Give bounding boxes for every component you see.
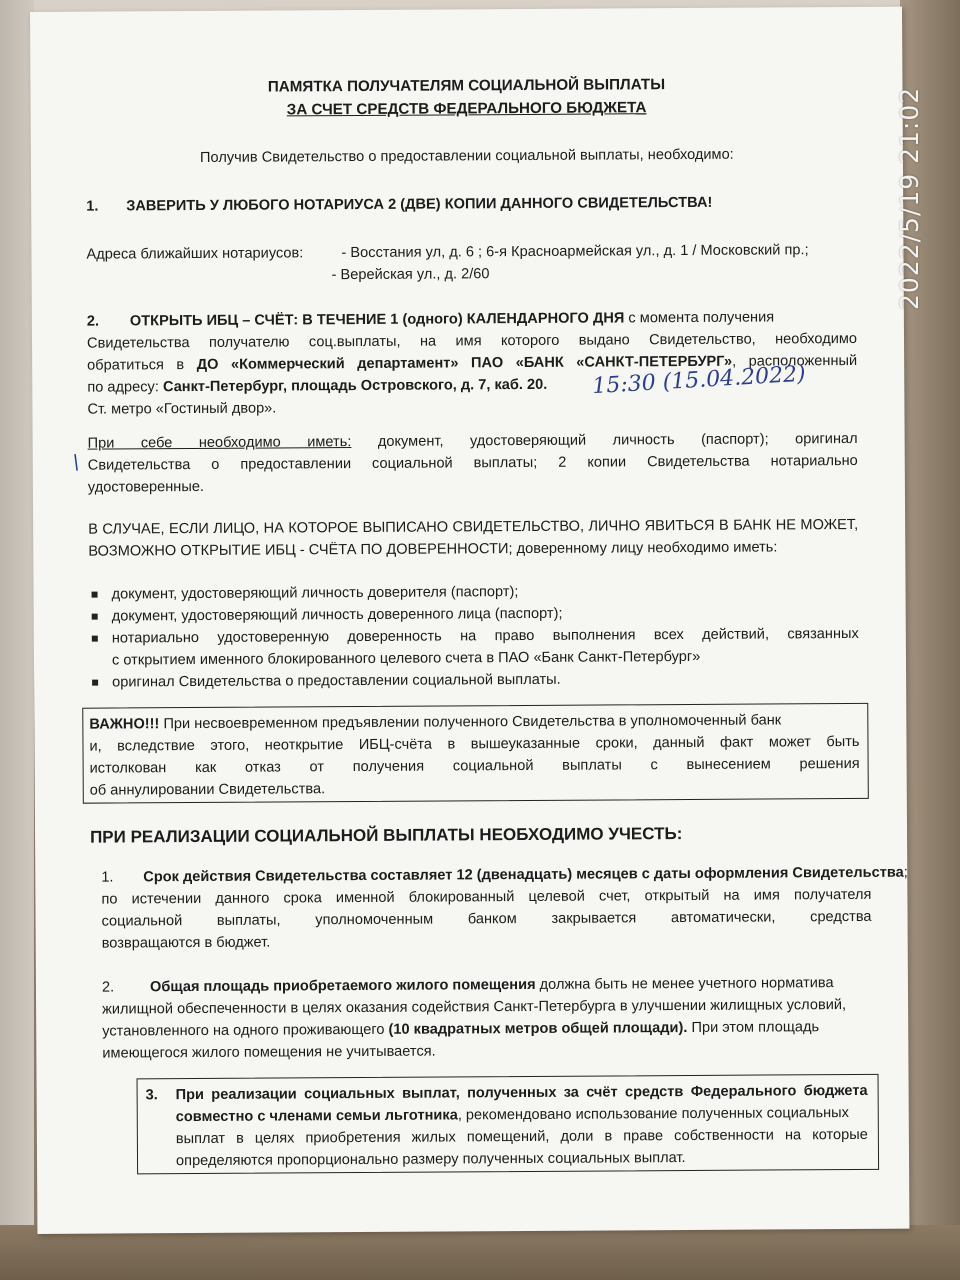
- step2-line-1-rest: с момента получения: [624, 309, 775, 327]
- notary-address-1: - Восстания ул, д. 6 ; 6-я Красноармейская ул., д. 1 / Московский пр.;: [341, 242, 809, 262]
- point2-line-1-rest: должна быть не менее учетного норматива: [535, 975, 834, 993]
- step2-number: 2.: [86, 313, 100, 330]
- intro-text: Получив Свидетельство о предоставлении социальной выплаты, необходимо:: [199, 146, 734, 166]
- metro-station: Ст. метро «Гостиный двор».: [87, 400, 277, 418]
- address-label: по адресу:: [87, 379, 163, 396]
- step1-number: 1.: [86, 198, 99, 215]
- handwritten-checkmark: \: [72, 449, 80, 474]
- family-members: совместно с членами семьи льготника: [175, 1107, 458, 1126]
- important-line-4: об аннулировании Свидетельства.: [89, 781, 326, 799]
- point1-line-1-end: ;: [903, 864, 908, 881]
- important-line-2: и, вследствие этого, неоткрытие ИБЦ-счёта в вышеуказанные сроки, данный факт может быть: [89, 733, 860, 755]
- point1-line-2: по истечении данного срока именной блокированный целевой счет, открытый на имя получателя: [101, 886, 872, 908]
- section2-heading: ПРИ РЕАЛИЗАЦИИ СОЦИАЛЬНОЙ ВЫПЛАТЫ НЕОБХОДИМО УЧЕСТЬ:: [89, 824, 683, 847]
- important-line-3: истолкован как отказ от получения социальной выплаты с вынесением решения: [89, 755, 860, 777]
- bullet-marker: [92, 636, 98, 642]
- point1-line-3: социальной выплаты, уполномоченным банком закрывается автоматически, средства: [101, 908, 872, 930]
- step2-heading: ОТКРЫТЬ ИБЦ – СЧЁТ: В ТЕЧЕНИЕ 1 (одного) КАЛЕНДАРНОГО ДНЯ: [129, 310, 625, 330]
- proxy-line-2-caps: ВОЗМОЖНО ОТКРЫТИЕ ИБЦ - СЧЁТА ПО ДОВЕРЕННОСТИ: [88, 541, 509, 560]
- step2-line-3-end: , расположенный: [732, 352, 858, 370]
- point2-line-3-end: При этом площадь: [687, 1019, 820, 1037]
- background-left: [0, 0, 34, 1280]
- proxy-item-3-cont: с открытием именного блокированного целевого счета в ПАО «Банк Санкт-Петербург»: [111, 648, 701, 669]
- point2-line-3-start: установленного на одного проживающего: [102, 1021, 389, 1040]
- point2-line-3: [102, 1017, 819, 1043]
- important-box: [82, 703, 869, 804]
- docs-label: При себе необходимо иметь:: [87, 434, 352, 452]
- point3-line-4: определяются пропорционально размеру полученных социальных выплат.: [175, 1150, 686, 1170]
- proxy-item-1: документ, удостоверяющий личность доверителя (паспорт);: [111, 584, 519, 603]
- proxy-line-1: В СЛУЧАЕ, ЕСЛИ ЛИЦО, НА КОТОРОЕ ВЫПИСАНО СВИДЕТЕЛЬСТВО, ЛИЧНО ЯВИТЬСЯ В БАНК НЕ МОЖЕТ,: [88, 516, 859, 538]
- handwritten-appointment-time: 15:30 (15.04.2022): [591, 361, 807, 400]
- bullet-marker: [92, 680, 98, 686]
- point1-number: 1.: [101, 869, 114, 886]
- proxy-line-2: [88, 537, 777, 563]
- area-norm: (10 квадратных метров общей площади).: [388, 1020, 688, 1038]
- point3-line-3: выплат в целях приобретения жилых помещений, доли в праве собственности на которые: [175, 1126, 868, 1148]
- document-sheet: [30, 7, 909, 1234]
- point1-line-4: возвращаются в бюджет.: [101, 934, 271, 952]
- bank-name: ДО «Коммерческий департамент» ПАО «БАНК «САНКТ-ПЕТЕРБУРГ»: [196, 353, 733, 373]
- proxy-item-4: оригинал Свидетельства о предоставлении социальной выплаты.: [112, 671, 561, 691]
- docs-line-2: Свидетельства о предоставлении социальной выплаты; 2 копии Свидетельства нотариально: [87, 452, 858, 474]
- docs-line-3: удостоверенные.: [87, 478, 205, 496]
- important-line-1-rest: При несвоевременном предъявлении полученного Свидетельства в уполномоченный банк: [159, 712, 782, 733]
- photo-timestamp: 2022/5/19 21:02: [895, 86, 924, 310]
- point3-line-2-rest: , рекомендовано использование полученных социальных: [457, 1105, 849, 1124]
- bullet-marker: [92, 592, 98, 598]
- step2-line-3-start: обратиться в: [87, 356, 197, 374]
- point3-number: 3.: [145, 1087, 158, 1104]
- bank-address: Санкт-Петербург, площадь Островского, д. 7, каб. 20.: [162, 376, 548, 396]
- bullet-marker: [92, 614, 98, 620]
- point3-line-1: При реализации социальных выплат, полученных за счёт средств Федерального бюджета: [175, 1082, 868, 1104]
- proxy-item-3: нотариально удостоверенную доверенность на право выполнения всех действий, связанных: [111, 625, 859, 647]
- step1-heading: ЗАВЕРИТЬ У ЛЮБОГО НОТАРИУСА 2 (ДВЕ) КОПИИ ДАННОГО СВИДЕТЕЛЬСТВА!: [126, 194, 713, 215]
- step2-line-2: Свидетельства получателю соц.выплаты, на имя которого выдано Свидетельство, необходимо: [86, 330, 858, 352]
- certificate-validity: Срок действия Свидетельства составляет 12 (двенадцать) месяцев с даты оформления Свидетельства: [143, 864, 904, 886]
- area-requirement: Общая площадь приобретаемого жилого помещения: [149, 976, 536, 996]
- notary-addresses-label: Адреса ближайших нотариусов:: [86, 245, 304, 263]
- title-line-2: ЗА СЧЕТ СРЕДСТВ ФЕДЕРАЛЬНОГО БЮДЖЕТА: [286, 99, 647, 119]
- notary-address-2: - Верейская ул., д. 2/60: [331, 266, 490, 284]
- point2-line-2: жилищной обеспеченности в целях оказания содействия Санкт-Петербурга в улучшении жилищных условий,: [102, 997, 847, 1018]
- docs-line-1-rest: документ, удостоверяющий личность (паспорт); оригинал: [351, 430, 858, 451]
- point3-box: [137, 1074, 880, 1175]
- step2-line-4: [87, 375, 547, 399]
- point2-number: 2.: [101, 979, 115, 996]
- important-label: ВАЖНО!!!: [89, 716, 160, 733]
- point2-line-4: имеющегося жилого помещения не учитывается.: [102, 1043, 436, 1062]
- proxy-line-2-rest: ; доверенному лицу необходимо иметь:: [508, 539, 778, 558]
- title-line-1: ПАМЯТКА ПОЛУЧАТЕЛЯМ СОЦИАЛЬНОЙ ВЫПЛАТЫ: [267, 76, 666, 96]
- proxy-item-2: документ, удостоверяющий личность доверенного лица (паспорт);: [111, 605, 563, 625]
